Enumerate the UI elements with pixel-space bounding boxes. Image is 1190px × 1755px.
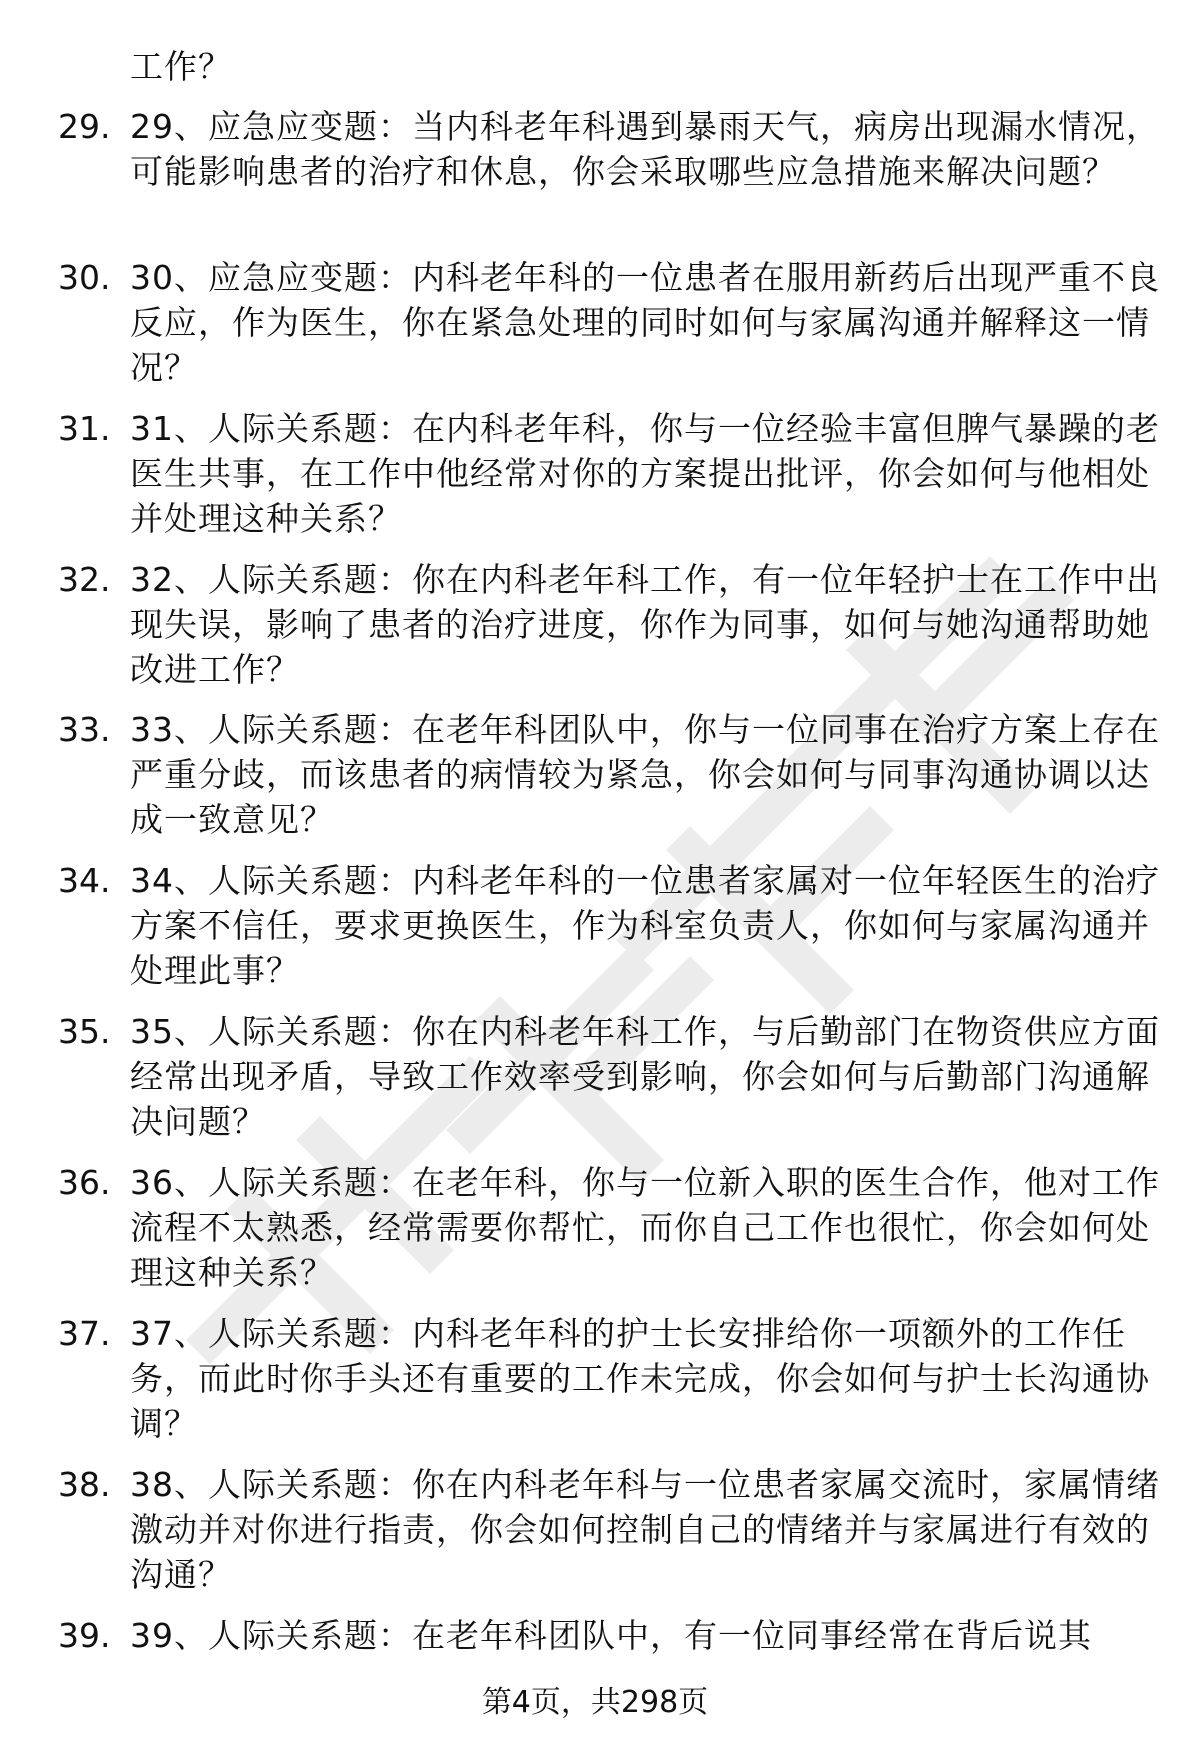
item-number: 33.	[58, 710, 111, 749]
item-text: 33、人际关系题：在老年科团队中，你与一位同事在治疗方案上存在严重分歧，而该患者的病情较为紧急，你会如何与同事沟通协调以达成一致意见？	[130, 710, 1160, 839]
item-number: 34.	[58, 861, 111, 900]
item-number: 37.	[58, 1314, 111, 1353]
item-text: 38、人际关系题：你在内科老年科与一位患者家属交流时，家属情绪激动并对你进行指责，你会如何控制自己的情绪并与家属进行有效的沟通？	[130, 1465, 1160, 1594]
item-number: 38.	[58, 1465, 111, 1504]
item-text: 31、人际关系题：在内科老年科，你与一位经验丰富但脾气暴躁的老医生共事，在工作中他经常对你的方案提出批评，你会如何与他相处并处理这种关系？	[130, 409, 1160, 538]
item-text: 35、人际关系题：你在内科老年科工作，与后勤部门在物资供应方面经常出现矛盾，导致工作效率受到影响，你会如何与后勤部门沟通解决问题？	[130, 1012, 1160, 1141]
item-number: 32.	[58, 560, 111, 599]
item-text: 工作？	[130, 47, 232, 86]
item-number: 39.	[58, 1616, 111, 1655]
item-number: 35.	[58, 1012, 111, 1051]
page-number-footer: 第4页，共298页	[481, 1685, 709, 1720]
item-number: 31.	[58, 409, 111, 448]
item-text: 37、人际关系题：内科老年科的护士长安排给你一项额外的工作任务，而此时你手头还有重要的工作未完成，你会如何与护士长沟通协调？	[130, 1314, 1150, 1443]
item-text: 30、应急应变题：内科老年科的一位患者在服用新药后出现严重不良反应，作为医生，你在紧急处理的同时如何与家属沟通并解释这一情况？	[130, 258, 1160, 387]
item-number: 30.	[58, 258, 111, 297]
item-text: 32、人际关系题：你在内科老年科工作，有一位年轻护士在工作中出现失误，影响了患者的治疗进度，你作为同事，如何与她沟通帮助她改进工作？	[130, 560, 1160, 689]
item-number: 29.	[58, 107, 111, 146]
item-number: 36.	[58, 1163, 111, 1202]
item-text: 36、人际关系题：在老年科，你与一位新入职的医生合作，他对工作流程不太熟悉，经常需要你帮忙，而你自己工作也很忙，你会如何处理这种关系？	[130, 1163, 1160, 1292]
item-text: 39、人际关系题：在老年科团队中，有一位同事经常在背后说其	[130, 1616, 1092, 1655]
item-text: 34、人际关系题：内科老年科的一位患者家属对一位年轻医生的治疗方案不信任，要求更换医生，作为科室负责人，你如何与家属沟通并处理此事？	[130, 861, 1160, 990]
item-text: 29、应急应变题：当内科老年科遇到暴雨天气，病房出现漏水情况，可能影响患者的治疗和休息，你会采取哪些应急措施来解决问题？	[130, 107, 1160, 191]
